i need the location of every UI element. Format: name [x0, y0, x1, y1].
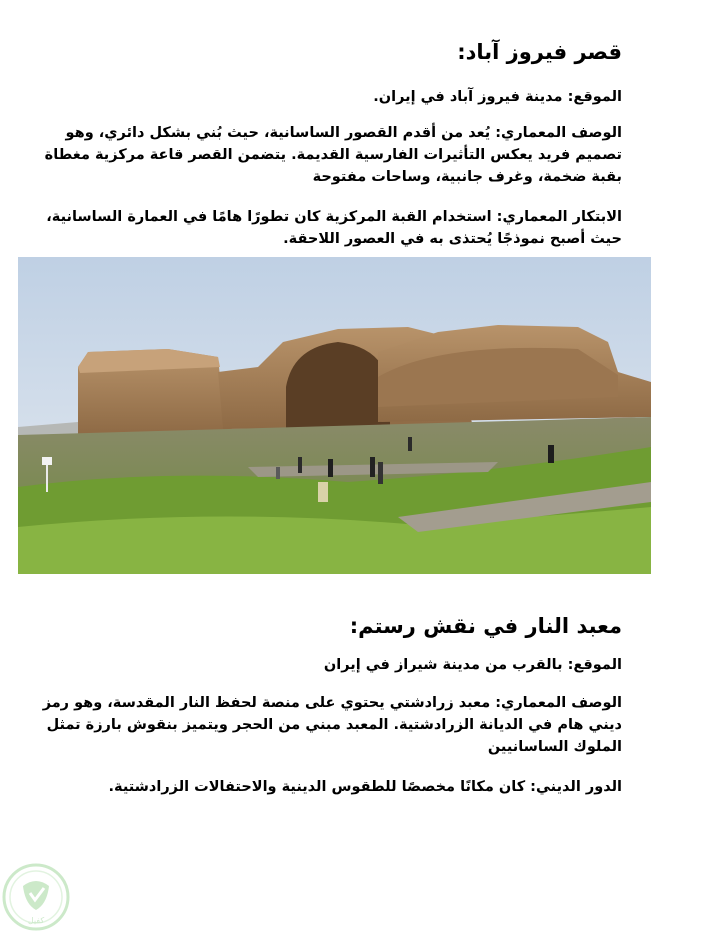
palace-ruins-photo	[18, 257, 651, 574]
svg-text:كفيل: كفيل	[27, 916, 45, 925]
watermark-logo	[1, 862, 71, 932]
architecture-description-paragraph: الوصف المعماري: معبد زرادشتي يحتوي على منصة لحفظ النار المقدسة، وهو رمز ديني هام في الديانة الزرادشتية. المعبد مبني من الحجر ويتميز بنقوش بارزة تمثل الملوك الساسانيين	[42, 695, 622, 755]
architectural-innovation-paragraph: الابتكار المعماري: استخدام القبة المركزية كان تطورًا هامًا في العمارة الساسانية، حيث أصبح نموذجًا يُحتذى به في العصور اللاحقة.	[46, 209, 622, 247]
location-paragraph: الموقع: مدينة فيروز آباد في إيران.	[373, 89, 622, 105]
section-title-fire-temple: معبد النار في نقش رستم:	[349, 614, 622, 638]
religious-role-paragraph: الدور الديني: كان مكانًا مخصصًا للطقوس الدينية والاحتفالات الزرادشتية.	[108, 779, 622, 795]
location-paragraph: الموقع: بالقرب من مدينة شيراز في إيران	[323, 657, 622, 673]
section-title-firuzabad: قصر فيروز آباد:	[457, 40, 622, 64]
architecture-description-paragraph: الوصف المعماري: يُعد من أقدم القصور الساسانية، حيث بُني بشكل دائري، وهو تصميم فريد يعكس التأثيرات الفارسية القديمة. يتضمن القصر قاعة مركزية مغطاة بقبة ضخمة، وغرف جانبية، وساحات مفتوحة	[44, 125, 622, 185]
